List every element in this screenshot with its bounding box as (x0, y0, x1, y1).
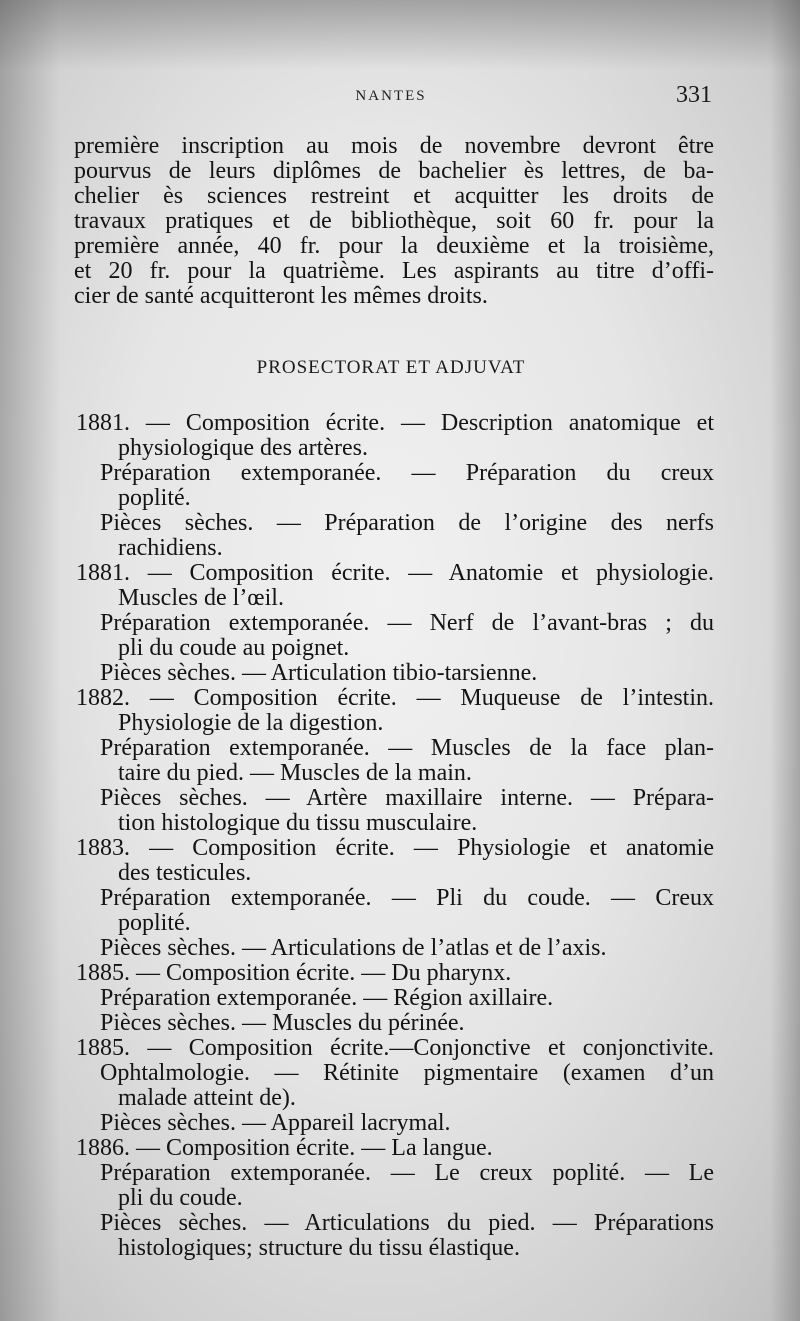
entry-line: 1885. — Composition écrite. — Du pharynx. (76, 960, 512, 986)
intro-line: chelier ès sciences restreint et acquitter les droits de (74, 183, 714, 209)
page-shadow-top (0, 0, 800, 70)
intro-line: travaux pratiques et de bibliothèque, soit 60 fr. pour la (74, 208, 714, 234)
running-title: NANTES (355, 88, 427, 104)
entry-line: Pièces sèches. — Préparation de l’origine des nerfs (100, 510, 714, 536)
entry-line: 1883. — Composition écrite. — Physiologie et anatomie (76, 835, 714, 861)
entry-line: pli du coude au poignet. (118, 635, 350, 661)
section-heading: PROSECTORAT ET ADJUVAT (256, 357, 526, 378)
entry-line: tion histologique du tissu musculaire. (118, 810, 478, 836)
entry-line: Préparation extemporanée. — Pli du coude. — Creux (100, 885, 714, 911)
intro-line: cier de santé acquitteront les mêmes droits. (74, 283, 488, 309)
entry-line: pli du coude. (118, 1185, 243, 1211)
entry-line: Ophtalmologie. — Rétinite pigmentaire (examen d’un (100, 1060, 714, 1086)
intro-line: première année, 40 fr. pour la deuxième et la troisième, (74, 233, 714, 259)
entry-line: Préparation extemporanée. — Préparation du creux (100, 460, 714, 486)
page-number: 331 (676, 82, 712, 108)
entry-line: 1881. — Composition écrite. — Anatomie et physiologie. (76, 560, 714, 586)
entry-line: 1881. — Composition écrite. — Description anatomique et (76, 410, 714, 436)
entry-line: Pièces sèches. — Articulation tibio-tarsienne. (100, 660, 538, 686)
entry-line: 1886. — Composition écrite. — La langue. (76, 1135, 493, 1161)
entry-line: Préparation extemporanée. — Muscles de la face plan- (100, 735, 714, 761)
entry-line: poplité. (118, 910, 191, 936)
entry-line: Muscles de l’œil. (118, 585, 284, 611)
entry-line: Préparation extemporanée. — Région axillaire. (100, 985, 554, 1011)
entry-line: Préparation extemporanée. — Nerf de l’avant-bras ; du (100, 610, 714, 636)
entry-line: rachidiens. (118, 535, 223, 561)
intro-line: première inscription au mois de novembre devront être (74, 133, 714, 159)
entry-line: Pièces sèches. — Muscles du périnée. (100, 1010, 465, 1036)
entry-line: poplité. (118, 485, 191, 511)
entry-line: Physiologie de la digestion. (118, 710, 384, 736)
entry-line: Préparation extemporanée. — Le creux poplité. — Le (100, 1160, 714, 1186)
entry-line: histologiques; structure du tissu élastique. (118, 1235, 520, 1261)
entry-line: des testicules. (118, 860, 252, 886)
entry-line: 1885. — Composition écrite.—Conjonctive et conjonctivite. (76, 1035, 714, 1061)
running-head (70, 80, 712, 116)
entry-line: Pièces sèches. — Appareil lacrymal. (100, 1110, 451, 1136)
entry-line: malade atteint de). (118, 1085, 296, 1111)
entry-line: taire du pied. — Muscles de la main. (118, 760, 472, 786)
intro-line: pourvus de leurs diplômes de bachelier ès lettres, de ba- (74, 158, 714, 184)
intro-line: et 20 fr. pour la quatrième. Les aspirants au titre d’offi- (74, 258, 714, 284)
entry-line: Pièces sèches. — Articulations du pied. — Préparations (100, 1210, 714, 1236)
page-shadow-left (0, 0, 60, 1321)
entry-line: Pièces sèches. — Artère maxillaire interne. — Prépara- (100, 785, 714, 811)
entry-line: physiologique des artères. (118, 435, 368, 461)
entry-line: Pièces sèches. — Articulations de l’atlas et de l’axis. (100, 935, 607, 961)
page-shadow-right (770, 0, 800, 1321)
entry-line: 1882. — Composition écrite. — Muqueuse de l’intestin. (76, 685, 714, 711)
